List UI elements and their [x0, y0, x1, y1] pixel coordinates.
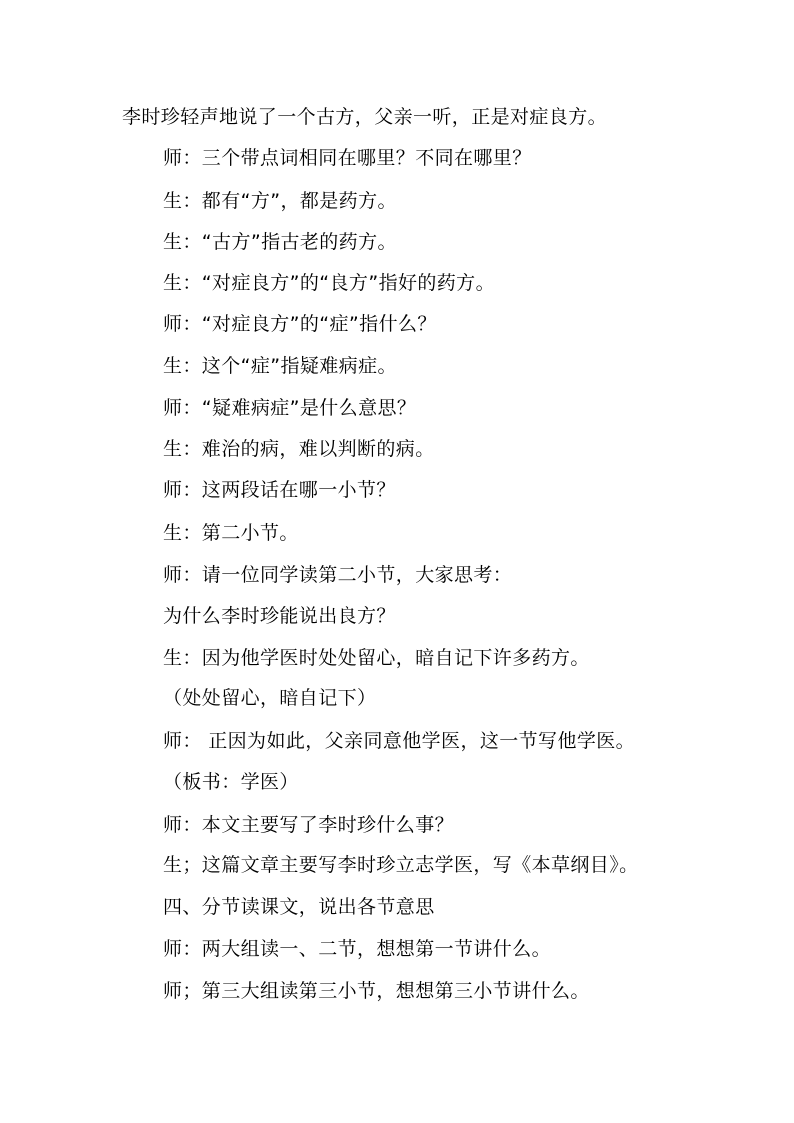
- text-line: 师：“对症良方”的“症”指什么？: [163, 313, 437, 335]
- text-line: 生：“古方”指古老的药方。: [163, 231, 397, 253]
- text-line: 师： 正因为如此，父亲同意他学医，这一节写他学医。: [163, 730, 636, 752]
- text-line: 四、分节读课文，说出各节意思: [163, 896, 435, 918]
- text-line: 生：第二小节。: [163, 522, 299, 544]
- text-line: 师：请一位同学读第二小节，大家思考：: [163, 564, 513, 586]
- text-line: 师：这两段话在哪一小节？: [163, 479, 396, 501]
- text-line: （板书：学医）: [163, 771, 299, 793]
- text-line: 生；这篇文章主要写李时珍立志学医，写《本草纲目》。: [163, 854, 639, 876]
- text-line: 生：这个“症”指疑难病症。: [163, 355, 397, 377]
- text-line: （处处留心，暗自记下）: [163, 687, 377, 709]
- text-line: 师：本文主要写了李时珍什么事？: [163, 814, 455, 836]
- text-line: 师：“疑难病症”是什么意思？: [163, 397, 417, 419]
- text-line: 李时珍轻声地说了一个古方，父亲一听，正是对症良方。: [122, 106, 608, 128]
- text-line: 师；第三大组读第三小节，想想第三小节讲什么。: [163, 980, 590, 1002]
- text-line: 生：因为他学医时处处留心，暗自记下许多药方。: [163, 647, 590, 669]
- text-line: 生：“对症良方”的“良方”指好的药方。: [163, 272, 495, 294]
- text-line: 为什么李时珍能说出良方？: [163, 605, 396, 627]
- text-line: 生：难治的病，难以判断的病。: [163, 438, 435, 460]
- text-line: 师：两大组读一、二节，想想第一节讲什么。: [163, 938, 552, 960]
- text-line: 生：都有“方”，都是药方。: [163, 190, 397, 212]
- text-line: 师：三个带点词相同在哪里？不同在哪里？: [163, 147, 532, 169]
